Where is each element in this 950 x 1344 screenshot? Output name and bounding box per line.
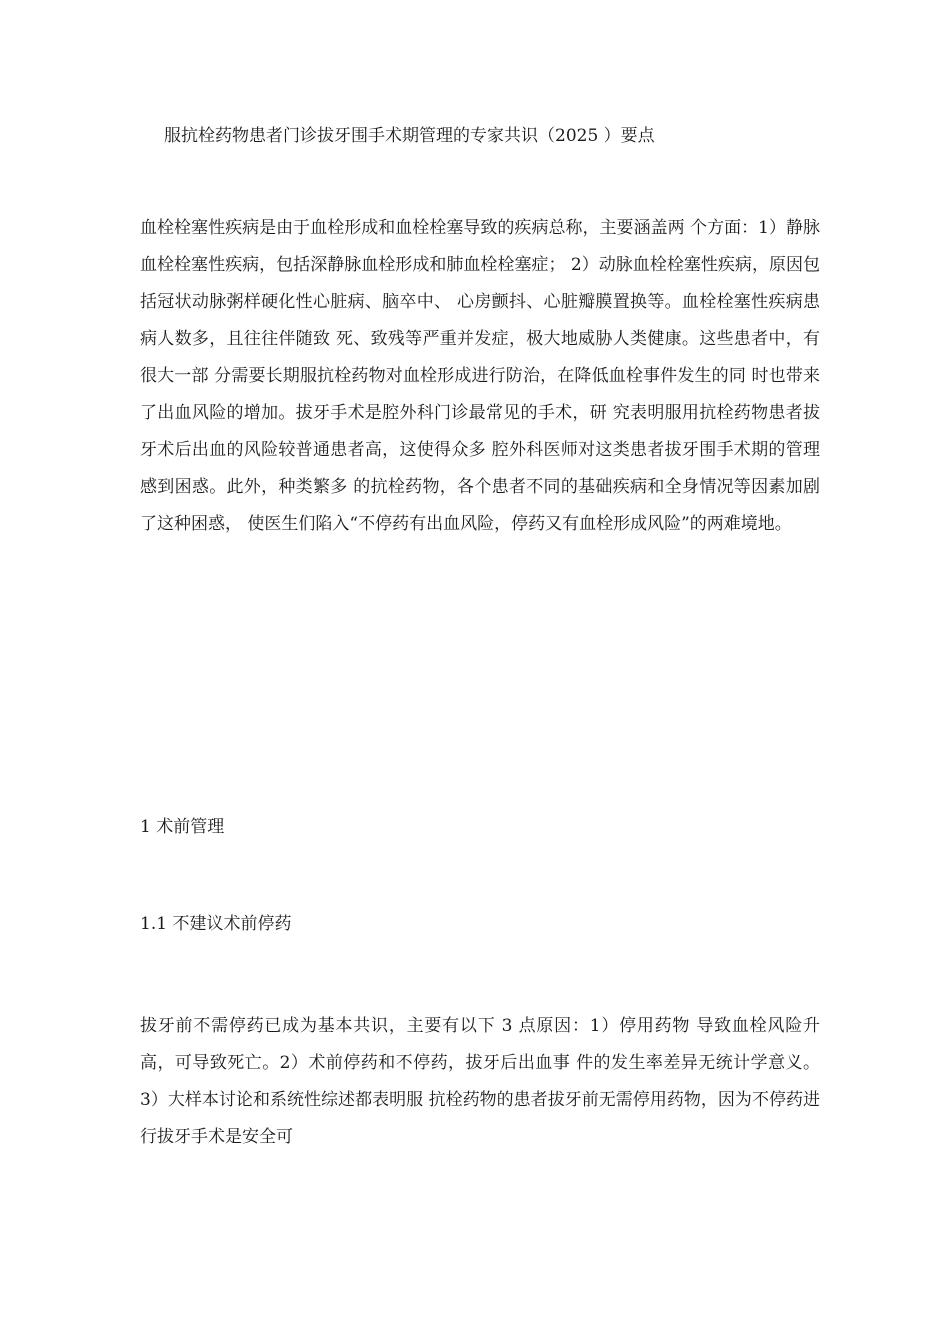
reasons-paragraph: 拔牙前不需停药已成为基本共识，主要有以下 3 点原因：1）停用药物 导致血栓风险升高，可导致死亡。2）术前停药和不停药，拔牙后出血事 件的发生率差异无统计学意义。3）大样本讨论和系统性综述都表明服 抗栓药物的患者拔牙前无需停用药物，因为不停药进行拔牙手术是安全可 xyxy=(140,1016,820,1147)
subsection-heading-no-stop-medication: 1.1 不建议术前停药 xyxy=(140,914,292,934)
intro-paragraph: 血栓栓塞性疾病是由于血栓形成和血栓栓塞导致的疾病总称，主要涵盖两 个方面：1）静脉血栓栓塞性疾病，包括深静脉血栓形成和肺血栓栓塞症； 2）动脉血栓栓塞性疾病，原因包括冠状动脉粥样硬化性心脏病、脑卒中、 心房颤抖、心脏瓣膜置换等。血栓栓塞性疾病患病人数多，且往往伴随致 死、致残等严重并发症，极大地威胁人类健康。这些患者中，有很大一部 分需要长期服抗栓药物对血栓形成进行防治，在降低血栓事件发生的同 时也带来了出血风险的增加。拔牙手术是腔外科门诊最常见的手术，研 究表明服用抗栓药物患者拔牙术后出血的风险较普通患者高，这使得众多 腔外科医师对这类患者拔牙围手术期的管理感到困惑。此外，种类繁多 的抗栓药物，各个患者不同的基础疾病和全身情况等因素加剧了这种困惑， 使医生们陷入“不停药有出血风险，停药又有血栓形成风险”的两难境地。 xyxy=(140,218,820,534)
document-title: 服抗栓药物患者门诊拔牙围手术期管理的专家共识（2025 ）要点 xyxy=(164,126,655,146)
section-heading-preop-management: 1 术前管理 xyxy=(140,817,225,837)
